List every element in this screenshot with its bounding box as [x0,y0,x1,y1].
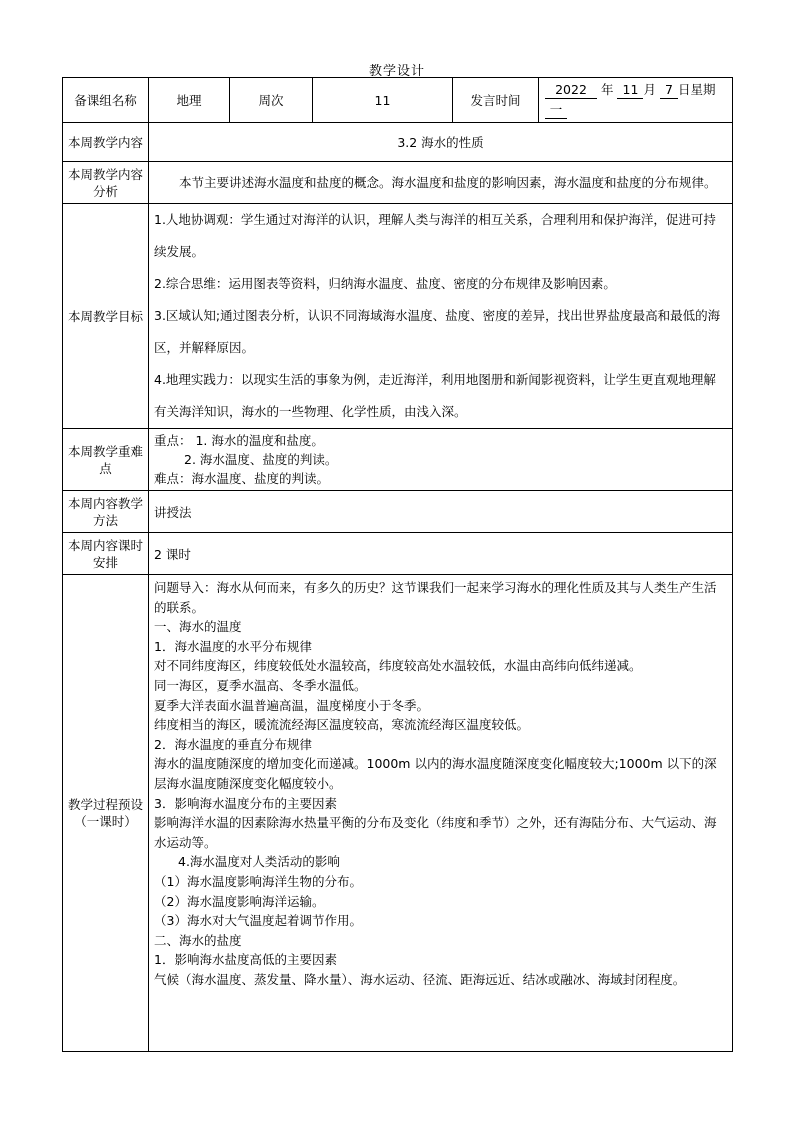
key-point: 2. 海水温度、盐度的判读。 [184,452,338,467]
date-month: 11 [617,82,643,99]
key-row [63,429,733,491]
method-value: 讲授法 [149,491,733,533]
goal-item: 4.地理实践力：以现实生活的事象为例，走近海洋，利用地图册和新闻影视资料，让学生更直观地理解有关海洋知识，海水的一些物理、化学性质，由浅入深。 [154,372,716,419]
hours-row [63,533,733,575]
method-label: 本周内容教学方法 [63,491,149,533]
goal-item: 3.区域认知;通过图表分析，认识不同海域海水温度、盐度、密度的差异，找出世界盐度最高和最低的海区，并解释原因。 [154,308,721,355]
date-day: 7 [660,82,678,99]
group-value: 地理 [149,78,230,123]
key-label: 本周教学重难点 [63,429,149,491]
process-line: 1．影响海水盐度高低的主要因素 [154,952,337,968]
process-line: 同一海区，夏季水温高、冬季水温低。 [154,677,367,693]
process-row [63,575,733,1052]
analysis-value: 本节主要讲述海水温度和盐度的概念。海水温度和盐度的影响因素，海水温度和盐度的分布规律。 [179,174,717,190]
process-line: 对不同纬度海区，纬度较低处水温较高，纬度较高处水温较低，水温由高纬向低纬递减。 [154,658,642,674]
date-year: 2022 [545,82,597,99]
lesson-plan-table [62,77,733,1052]
date-year-unit: 年 [600,82,614,97]
header-row [63,78,733,123]
goal-item: 2.综合思维：运用图表等资料，归纳海水温度、盐度、密度的分布规律及影响因素。 [154,276,616,291]
method-row [63,491,733,533]
process-line: 气候（海水温度、蒸发量、降水量）、海水运动、径流、距海远近、结冰或融冰、海域封闭程度。 [154,971,686,987]
goals-cell [149,204,733,429]
goal-item: 1.人地协调观：学生通过对海洋的认识，理解人类与海洋的相互关系，合理利用和保护海洋，促进可持续发展。 [154,212,716,259]
process-line: （3）海水对大气温度起着调节作用。 [154,913,362,929]
process-cell [149,575,733,1052]
group-label: 备课组名称 [63,78,149,123]
analysis-cell [149,162,733,204]
process-line: 3．影响海水温度分布的主要因素 [154,795,337,811]
process-line: 问题导入：海水从何而来，有多久的历史？这节课我们一起来学习海水的理化性质及其与人类生产生活的联系。 [154,580,717,615]
process-line: 影响海洋水温的因素除海水热量平衡的分布及变化（纬度和季节）之外，还有海陆分布、大气运动、海水运动等。 [154,815,717,850]
hours-value: 2 课时 [149,533,733,575]
content-row [63,123,733,162]
process-line: 二、海水的盐度 [154,932,242,948]
speak-time-value [539,78,733,123]
week-label: 周次 [230,78,313,123]
process-line: 2．海水温度的垂直分布规律 [154,736,312,752]
key-cell [149,429,733,491]
process-line: 一、海水的温度 [154,619,242,635]
date-day-unit: 日星期 [677,82,716,97]
key-point: 难点：海水温度、盐度的判读。 [154,471,330,486]
speak-time-label: 发言时间 [453,78,539,123]
process-line: 4.海水温度对人类活动的影响 [178,854,340,870]
hours-label: 本周内容课时安排 [63,533,149,575]
date-month-unit: 月 [643,82,656,97]
process-line: 海水的温度随深度的增加变化而递减。1000m 以内的海水温度随深度变化幅度较大;1000m 以下的深层海水温度随深度变化幅度较小。 [154,756,717,791]
key-point: 重点： 1. 海水的温度和盐度。 [154,433,324,448]
document-title: 教学设计 [368,64,425,79]
goals-label: 本周教学目标 [63,204,149,429]
process-line: （1）海水温度影响海洋生物的分布。 [154,873,362,889]
analysis-label: 本周教学内容分析 [63,162,149,204]
process-line: 纬度相当的海区，暖流流经海区温度较高，寒流流经海区温度较低。 [154,717,530,733]
process-line: （2）海水温度影响海洋运输。 [154,893,325,909]
date-weekday: 一 [545,102,567,119]
process-line: 1．海水温度的水平分布规律 [154,638,312,654]
week-value: 11 [313,78,453,123]
process-label: 教学过程预设（一课时） [63,575,149,1052]
content-label: 本周教学内容 [63,123,149,162]
process-line: 夏季大洋表面水温普遍高温，温度梯度小于冬季。 [154,697,430,713]
content-value: 3.2 海水的性质 [149,123,733,162]
goals-row [63,204,733,429]
analysis-row [63,162,733,204]
